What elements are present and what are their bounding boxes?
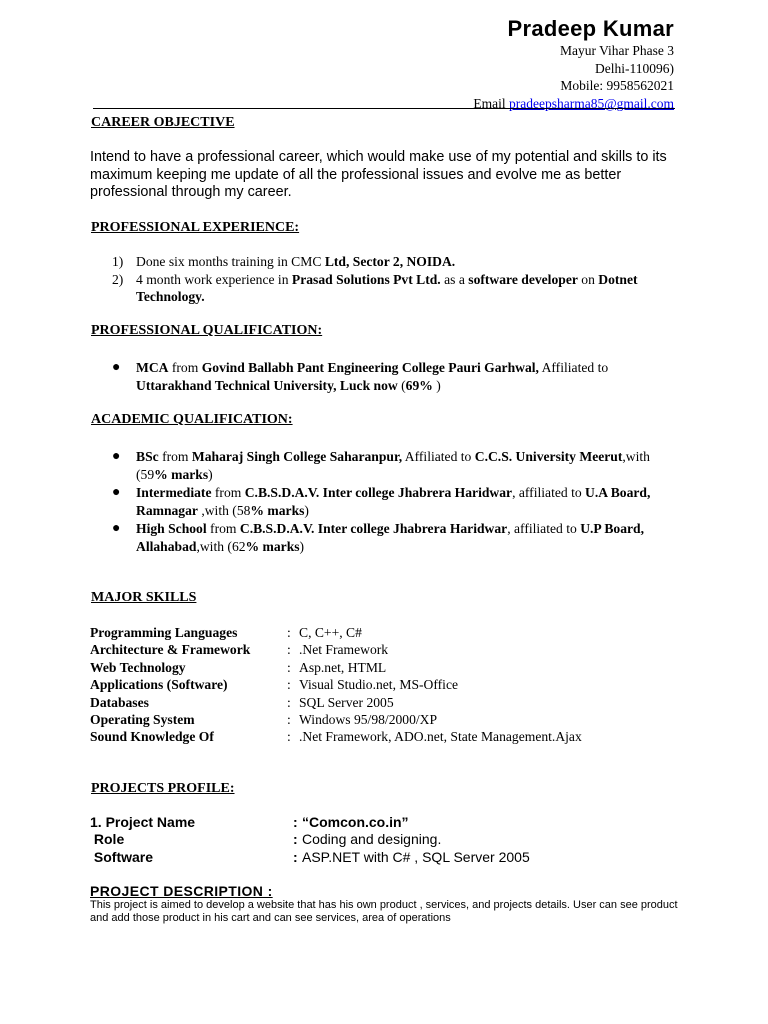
skills-table xyxy=(90,624,582,746)
item-text: on xyxy=(577,271,599,287)
list-item xyxy=(90,271,660,306)
item-bold: Maharaj Singh College Saharanpur, xyxy=(191,449,403,464)
table-row xyxy=(90,624,582,641)
project-label: 1. Project Name xyxy=(90,814,196,830)
candidate-name: Pradeep Kumar xyxy=(507,16,674,41)
project-label: Software xyxy=(90,848,154,865)
skill-value: Windows 95/98/2000/XP xyxy=(299,712,438,728)
item-text: from xyxy=(211,485,245,500)
item-text: Affiliated to xyxy=(402,449,475,464)
item-text: , affiliated to xyxy=(512,485,586,500)
item-bold: Intermediate xyxy=(136,485,212,500)
project-label: Role xyxy=(90,831,125,848)
item-text: 4 month work experience in xyxy=(136,271,292,287)
item-bold: software developer xyxy=(468,271,578,287)
skill-colon: : xyxy=(287,677,291,693)
item-bold: % marks xyxy=(154,466,209,482)
item-text: ( xyxy=(397,377,406,393)
project-value: ASP.NET with C# , SQL Server 2005 xyxy=(302,848,530,865)
item-text: ) xyxy=(304,502,309,518)
skill-label: Sound Knowledge Of xyxy=(90,729,214,745)
project-value: “Comcon.co.in” xyxy=(302,814,409,830)
email-link[interactable]: pradeepsharma85@gmail.com xyxy=(509,95,674,111)
email-label: Email xyxy=(473,95,509,111)
list-item xyxy=(90,253,660,271)
contact-header xyxy=(473,16,674,112)
item-bold: 69% xyxy=(405,377,433,393)
career-objective-heading: CAREER OBJECTIVE xyxy=(91,115,235,130)
projects-profile-heading: PROJECTS PROFILE: xyxy=(91,781,235,796)
skill-value: .Net Framework, ADO.net, State Management.Ajax xyxy=(299,729,582,745)
table-row xyxy=(90,694,582,711)
header-divider xyxy=(93,108,675,109)
skill-colon: : xyxy=(287,659,291,675)
skill-colon: : xyxy=(287,625,291,640)
bullet-icon: ● xyxy=(112,360,121,375)
item-bold: % marks xyxy=(250,502,305,518)
experience-heading: PROFESSIONAL EXPERIENCE: xyxy=(91,220,300,235)
bullet-icon: ● xyxy=(112,449,121,464)
table-row xyxy=(90,849,530,866)
skill-colon: : xyxy=(287,642,291,658)
item-bold: U.P Board, Allahabad xyxy=(136,521,645,554)
table-row xyxy=(90,676,582,693)
item-text: ) xyxy=(432,377,441,393)
skill-label: Architecture & Framework xyxy=(90,642,251,658)
project-colon: : xyxy=(293,831,298,848)
item-text: ,with (58 xyxy=(197,502,251,518)
skill-label: Programming Languages xyxy=(90,625,238,640)
career-objective-text: Intend to have a professional career, which would make use of my potential and skills to its maximum keeping me update of all the professional issues and evolve me as better professional through my career. xyxy=(90,149,667,200)
item-text: from xyxy=(206,521,240,536)
item-text: ) xyxy=(299,538,305,554)
skill-label: Databases xyxy=(90,694,149,710)
academic-qualification-heading: ACADEMIC QUALIFICATION: xyxy=(91,412,293,427)
mobile-number: Mobile: 9958562021 xyxy=(560,78,674,93)
experience-list xyxy=(90,253,660,306)
academic-qualification-list xyxy=(90,448,668,556)
item-bold: High School xyxy=(136,521,207,536)
table-row xyxy=(90,711,582,728)
item-bold: C.B.S.D.A.V. Inter college Jhabrera Haridwar xyxy=(244,485,513,500)
list-item xyxy=(90,520,668,555)
item-bold: C.C.S. University Meerut xyxy=(474,449,623,464)
item-bold: Govind Ballabh Pant Engineering College Pauri Garhwal, xyxy=(201,360,539,375)
bullet-icon: ● xyxy=(112,521,121,536)
skill-label: Applications (Software) xyxy=(90,677,228,693)
item-bold: Prasad Solutions Pvt Ltd. xyxy=(291,271,441,287)
item-text: , affiliated to xyxy=(507,521,581,536)
list-number: 2) xyxy=(112,271,124,287)
item-bold: Uttarakhand Technical University, Luck now xyxy=(136,377,398,393)
item-bold: BSc xyxy=(136,449,159,464)
item-bold: MCA xyxy=(136,360,169,375)
project-value: Coding and designing. xyxy=(302,831,442,848)
item-text: from xyxy=(158,449,192,464)
address-line-1: Mayur Vihar Phase 3 xyxy=(559,43,674,58)
major-skills-heading: MAJOR SKILLS xyxy=(91,590,197,605)
item-bold: % marks xyxy=(245,538,300,554)
skill-colon: : xyxy=(287,729,291,745)
project-colon: : xyxy=(293,848,298,865)
skill-value: SQL Server 2005 xyxy=(299,694,394,710)
skill-colon: : xyxy=(287,694,291,710)
item-text: from xyxy=(168,360,202,375)
list-item xyxy=(90,484,668,519)
table-row xyxy=(90,814,530,831)
item-text: ) xyxy=(208,466,213,482)
item-text: ,with (59 xyxy=(136,449,650,482)
table-row xyxy=(90,831,530,848)
project-table xyxy=(90,814,530,866)
list-item xyxy=(90,359,668,394)
project-description-text: This project is aimed to develop a website that has his own product , services, and projects details. User can see product and add those product in his cart and can see services, area of operations xyxy=(90,899,678,924)
table-row xyxy=(90,641,582,658)
skill-value: Visual Studio.net, MS-Office xyxy=(299,677,459,693)
professional-qualification-heading: PROFESSIONAL QUALIFICATION: xyxy=(91,323,323,338)
item-bold: C.B.S.D.A.V. Inter college Jhabrera Haridwar xyxy=(239,521,508,536)
project-description-heading: PROJECT DESCRIPTION : xyxy=(90,883,273,899)
email-line xyxy=(473,95,674,113)
bullet-icon: ● xyxy=(112,485,121,500)
table-row xyxy=(90,728,582,745)
project-colon: : xyxy=(293,814,298,830)
skill-label: Web Technology xyxy=(90,659,186,675)
item-text: ,with (62 xyxy=(196,538,246,554)
skill-label: Operating System xyxy=(90,712,195,728)
item-bold: Dotnet Technology. xyxy=(136,271,638,304)
item-bold: Ltd, Sector 2, NOIDA. xyxy=(324,254,456,269)
item-text: Done six months training in CMC xyxy=(136,254,325,269)
table-row xyxy=(90,659,582,676)
address-line-2: Delhi-110096) xyxy=(595,60,674,76)
item-bold: U.A Board, Ramnagar xyxy=(136,485,651,518)
item-text: as a xyxy=(440,271,469,287)
list-number: 1) xyxy=(112,254,124,269)
skill-value: .Net Framework xyxy=(299,642,389,658)
skill-value: C, C++, C# xyxy=(299,625,362,640)
skill-value: Asp.net, HTML xyxy=(299,659,387,675)
list-item xyxy=(90,448,668,483)
professional-qualification-list xyxy=(90,359,668,395)
skill-colon: : xyxy=(287,712,291,728)
item-text: Affiliated to xyxy=(538,360,609,375)
